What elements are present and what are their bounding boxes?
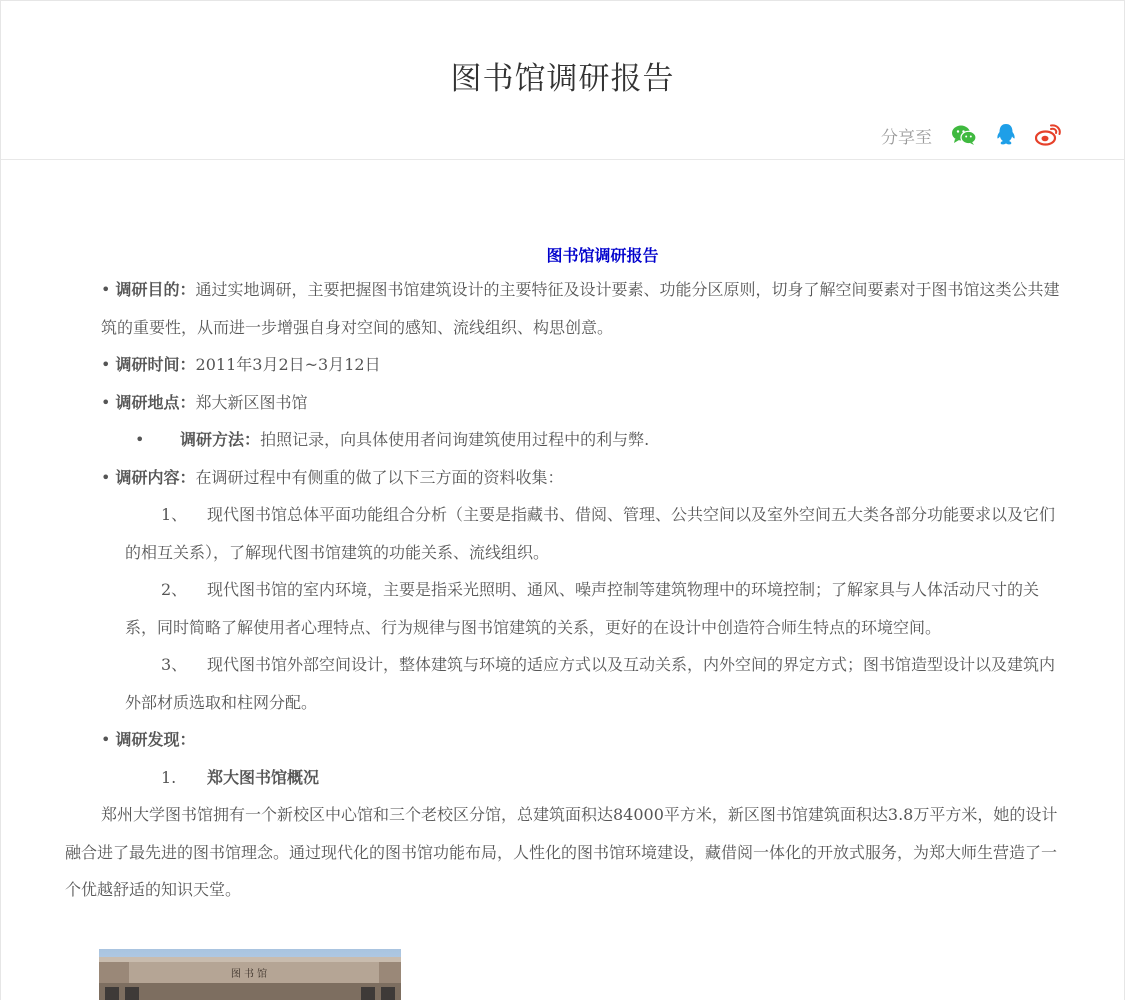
place-label: 调研地点： <box>115 392 196 412</box>
content-text: 在调研过程中有侧重的做了以下三方面的资料收集： <box>195 467 564 487</box>
photo-sign: 图 书 馆 <box>230 969 268 980</box>
list-item <box>65 571 1062 646</box>
item-number: 2、 <box>161 580 188 599</box>
doc-title: 图书馆调研报告 <box>546 246 659 265</box>
weibo-share-button[interactable] <box>1034 121 1062 149</box>
method-paragraph <box>65 421 1062 459</box>
item-number: 3、 <box>161 655 188 674</box>
bullet-icon: • <box>135 430 181 449</box>
purpose-text: 通过实地调研，主要把握图书馆建筑设计的主要特征及设计要素、功能分区原则，切身了解空间要素对于图书馆这类公共建筑的重要性，从而进一步增强自身对空间的感知、流线组织、构思创意。 <box>101 280 1060 337</box>
finding-title: 郑大图书馆概况 <box>207 767 320 787</box>
findings-label: 调研发现： <box>115 730 196 749</box>
article-body <box>65 241 1062 909</box>
item-number: 1. <box>161 767 177 787</box>
content-label: 调研内容： <box>115 467 196 487</box>
bullet-icon: • <box>101 392 116 412</box>
page-title: 图书馆调研报告 <box>450 61 675 97</box>
time-text: 2011年3月2日~3月12日 <box>195 355 381 374</box>
item-text: 现代图书馆的室内环境，主要是指采光照明、通风、噪声控制等建筑物理中的环境控制；了解家具与人体活动尺寸的关系，同时简略了解使用者心理特点、行为规律与图书馆建筑的关系，更好的在设计中创造符合师生特点的环境空间。 <box>125 580 1040 637</box>
library-photo <box>99 949 401 1000</box>
finding-heading <box>65 759 1062 797</box>
bullet-icon: • <box>101 280 116 299</box>
list-item <box>65 646 1062 721</box>
purpose-paragraph <box>65 271 1062 346</box>
share-bar <box>881 121 1062 149</box>
findings-paragraph <box>65 721 1062 759</box>
qq-share-button[interactable] <box>992 121 1020 149</box>
content-paragraph <box>65 459 1062 497</box>
article-header <box>1 1 1124 160</box>
method-text: 拍照记录，向具体使用者问询建筑使用过程中的利与弊. <box>260 430 650 449</box>
bullet-icon: • <box>101 467 116 487</box>
overview-paragraph: 郑州大学图书馆拥有一个新校区中心馆和三个老校区分馆，总建筑面积达84000平方米，新区图书馆建筑面积达3.8万平方米，她的设计融合进了最先进的图书馆理念。通过现代化的图书馆功能布局，人性化的图书馆环境建设，藏借阅一体化的开放式服务，为郑大师生营造了一个优越舒适的知识天堂。 <box>65 805 1058 899</box>
list-item <box>65 496 1062 571</box>
bullet-icon: • <box>101 730 116 749</box>
method-label: 调研方法： <box>180 430 261 449</box>
place-text: 郑大新区图书馆 <box>195 392 308 412</box>
item-text: 现代图书馆总体平面功能组合分析（主要是指藏书、借阅、管理、公共空间以及室外空间五大类各部分功能要求以及它们的相互关系），了解现代图书馆建筑的功能关系、流线组织。 <box>125 505 1056 562</box>
place-paragraph <box>65 384 1062 422</box>
weibo-icon <box>1035 124 1061 146</box>
item-number: 1、 <box>161 505 188 524</box>
qq-icon <box>995 123 1017 147</box>
wechat-share-button[interactable] <box>950 121 978 149</box>
wechat-icon <box>951 124 977 146</box>
item-text: 现代图书馆外部空间设计，整体建筑与环境的适应方式以及互动关系，内外空间的界定方式；图书馆造型设计以及建筑内外部材质选取和柱网分配。 <box>125 655 1056 712</box>
share-label: 分享至 <box>881 127 932 148</box>
time-paragraph <box>65 346 1062 384</box>
time-label: 调研时间： <box>115 355 196 374</box>
purpose-label: 调研目的： <box>115 280 196 299</box>
bullet-icon: • <box>101 355 116 374</box>
